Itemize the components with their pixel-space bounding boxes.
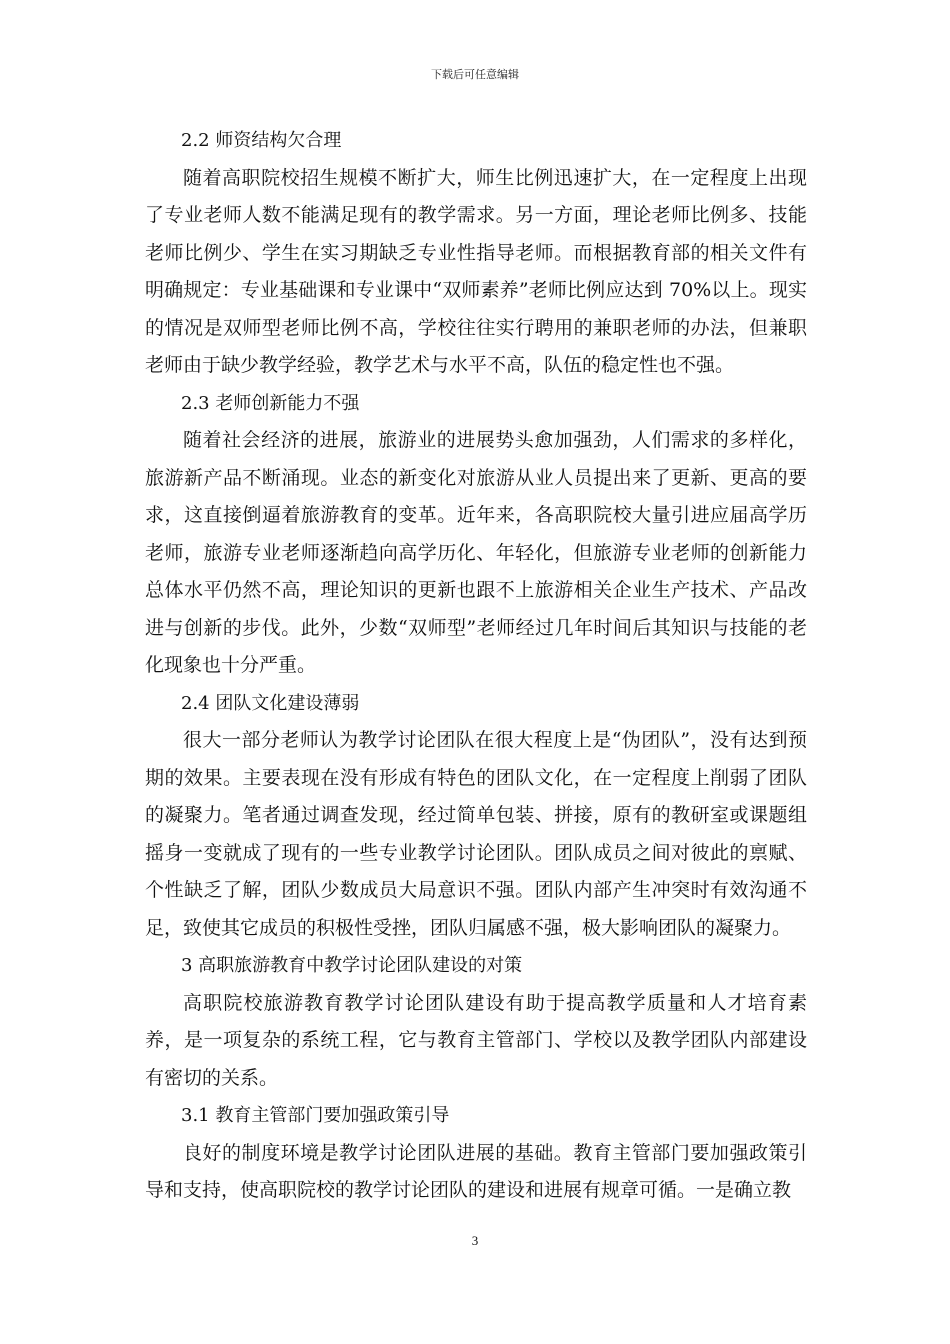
paragraph: 随着社会经济的进展，旅游业的进展势头愈加强劲，人们需求的多样化，旅游新产品不断涌现。业态的新变化对旅游从业人员提出来了更新、更高的要求，这直接倒逼着旅游教育的变革。近年来，各高职院校大量引进应届高学历老师，旅游专业老师逐渐趋向高学历化、年轻化，但旅游专业老师的创新能力总体水平仍然不高，理论知识的更新也跟不上旅游相关企业生产技术、产品改进与创新的步伐。此外，少数“双师型”老师经过几年时间后其知识与技能的老化现象也十分严重。: [145, 429, 807, 676]
page-header: 下载后可任意编辑: [431, 68, 519, 81]
document-body: [145, 122, 807, 1210]
section-heading: 3 高职旅游教育中教学讨论团队建设的对策: [181, 955, 523, 976]
paragraph: 随着高职院校招生规模不断扩大，师生比例迅速扩大，在一定程度上出现了专业老师人数不能满足现有的教学需求。另一方面，理论老师比例多、技能老师比例少、学生在实习期缺乏专业性指导老师。而根据教育部的相关文件有明确规定：专业基础课和专业课中“双师素养”老师比例应达到 70%以上。现实的情况是双师型老师比例不高，学校往往实行聘用的兼职老师的办法，但兼职老师由于缺少教学经验，教学艺术与水平不高，队伍的稳定性也不强。: [145, 166, 807, 376]
paragraph: 良好的制度环境是教学讨论团队进展的基础。教育主管部门要加强政策引导和支持，使高职院校的教学讨论团队的建设和进展有规章可循。一是确立教: [145, 1141, 807, 1201]
section-heading: 3.1 教育主管部门要加强政策引导: [181, 1105, 450, 1126]
paragraph: 很大一部分老师认为教学讨论团队在很大程度上是“伪团队”，没有达到预期的效果。主要表现在没有形成有特色的团队文化，在一定程度上削弱了团队的凝聚力。笔者通过调查发现，经过简单包装、拼接，原有的教研室或课题组摇身一变就成了现有的一些专业教学讨论团队。团队成员之间对彼此的禀赋、个性缺乏了解，团队少数成员大局意识不强。团队内部产生冲突时有效沟通不足，致使其它成员的积极性受挫，团队归属感不强，极大影响团队的凝聚力。: [145, 729, 807, 939]
section-heading: 2.4 团队文化建设薄弱: [181, 692, 360, 714]
page-number: 3: [471, 1233, 479, 1248]
paragraph: 高职院校旅游教育教学讨论团队建设有助于提高教学质量和人才培育素养，是一项复杂的系统工程，它与教育主管部门、学校以及教学团队内部建设有密切的关系。: [145, 991, 807, 1089]
section-heading: 2.2 师资结构欠合理: [181, 130, 342, 151]
section-heading: 2.3 老师创新能力不强: [181, 392, 360, 414]
